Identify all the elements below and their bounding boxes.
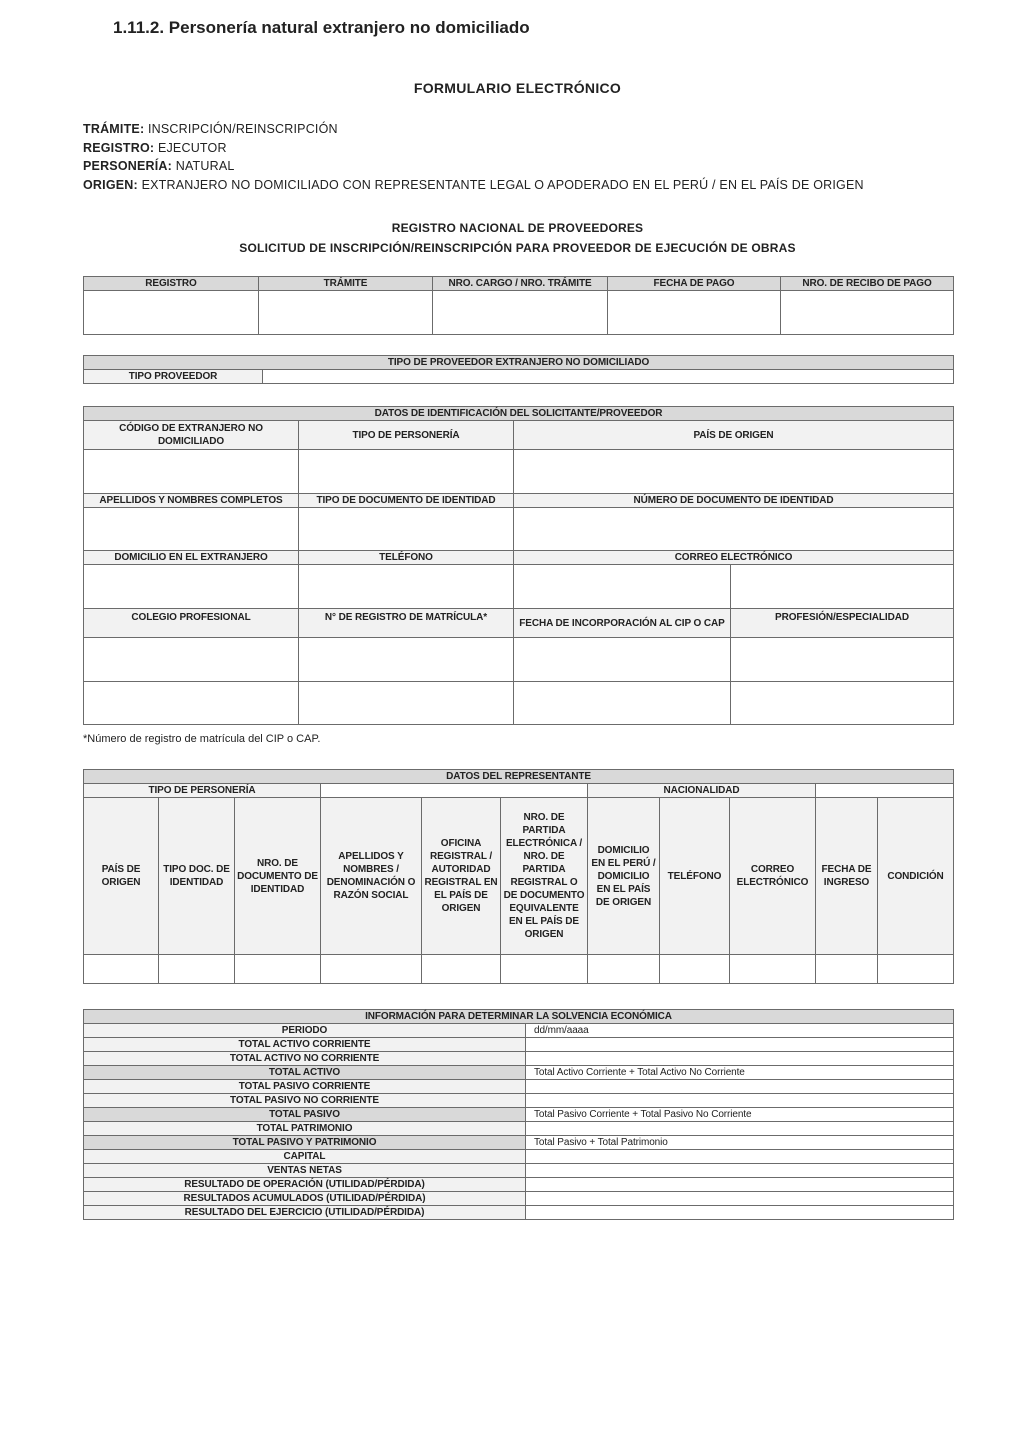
matricula-field-1[interactable]: [299, 638, 514, 682]
telefono-field[interactable]: [299, 565, 514, 609]
rep-fecha-ingreso-field[interactable]: [816, 955, 878, 984]
solv-value-activo-no-corriente[interactable]: [526, 1052, 954, 1066]
th-tipo-documento: TIPO DE DOCUMENTO DE IDENTIDAD: [299, 494, 514, 508]
rep-th-nro-doc: NRO. DE DOCUMENTO DE IDENTIDAD: [235, 798, 321, 955]
th-codigo-extranjero: CÓDIGO DE EXTRANJERO NO DOMICILIADO: [84, 421, 299, 450]
pais-origen-field[interactable]: [514, 450, 954, 494]
th-fecha-pago: FECHA DE PAGO: [608, 277, 781, 291]
solv-label-ventas: VENTAS NETAS: [84, 1164, 526, 1178]
solv-value-periodo[interactable]: dd/mm/aaaa: [526, 1024, 954, 1038]
th-nro-recibo: NRO. DE RECIBO DE PAGO: [781, 277, 954, 291]
matricula-field-2[interactable]: [299, 682, 514, 725]
meta-tramite-label: TRÁMITE:: [83, 122, 145, 136]
rep-group-nacionalidad: NACIONALIDAD: [588, 784, 816, 798]
th-correo: CORREO ELECTRÓNICO: [514, 551, 954, 565]
solv-value-total-pasivo: Total Pasivo Corriente + Total Pasivo No Corriente: [526, 1108, 954, 1122]
rep-apellidos-field[interactable]: [321, 955, 422, 984]
nro-recibo-field[interactable]: [781, 291, 954, 335]
registro-field[interactable]: [84, 291, 259, 335]
rep-partida-field[interactable]: [501, 955, 588, 984]
solv-value-operacion[interactable]: [526, 1178, 954, 1192]
nro-cargo-field[interactable]: [433, 291, 608, 335]
solvencia-title: INFORMACIÓN PARA DETERMINAR LA SOLVENCIA ECONÓMICA: [84, 1010, 954, 1024]
th-domicilio-extranjero: DOMICILIO EN EL EXTRANJERO: [84, 551, 299, 565]
rep-pais-origen-field[interactable]: [84, 955, 159, 984]
solv-label-patrimonio: TOTAL PATRIMONIO: [84, 1122, 526, 1136]
matricula-footnote: *Número de registro de matrícula del CIP o CAP.: [83, 733, 321, 745]
registro-table: [83, 276, 954, 335]
th-profesion: PROFESIÓN/ESPECIALIDAD: [731, 609, 954, 638]
representante-table: [83, 769, 954, 984]
fecha-pago-field[interactable]: [608, 291, 781, 335]
subtitle-registro: REGISTRO NACIONAL DE PROVEEDORES: [391, 221, 644, 235]
solv-label-ejercicio: RESULTADO DEL EJERCICIO (UTILIDAD/PÉRDIDA): [84, 1206, 526, 1220]
solvencia-table: [83, 1009, 954, 1220]
tipo-proveedor-label: TIPO PROVEEDOR: [84, 370, 263, 384]
solv-value-capital[interactable]: [526, 1150, 954, 1164]
solv-value-acumulados[interactable]: [526, 1192, 954, 1206]
correo-field-b[interactable]: [731, 565, 954, 609]
solv-label-periodo: PERIODO: [84, 1024, 526, 1038]
page-heading: 1.11.2. Personería natural extranjero no domiciliado: [113, 18, 530, 37]
identificacion-table: [83, 406, 954, 725]
profesion-field-1[interactable]: [731, 638, 954, 682]
th-numero-documento: NÚMERO DE DOCUMENTO DE IDENTIDAD: [514, 494, 954, 508]
solv-value-patrimonio[interactable]: [526, 1122, 954, 1136]
solv-label-activo-no-corriente: TOTAL ACTIVO NO CORRIENTE: [84, 1052, 526, 1066]
tipo-proveedor-table: [83, 355, 954, 384]
numero-documento-field[interactable]: [514, 508, 954, 551]
solv-value-ejercicio[interactable]: [526, 1206, 954, 1220]
fecha-incorporacion-field-1[interactable]: [514, 638, 731, 682]
rep-condicion-field[interactable]: [878, 955, 954, 984]
representante-title: DATOS DEL REPRESENTANTE: [84, 770, 954, 784]
meta-tramite-value: INSCRIPCIÓN/REINSCRIPCIÓN: [148, 122, 338, 136]
identificacion-title: DATOS DE IDENTIFICACIÓN DEL SOLICITANTE/PROVEEDOR: [84, 407, 954, 421]
th-tramite: TRÁMITE: [259, 277, 433, 291]
solv-value-ventas[interactable]: [526, 1164, 954, 1178]
tipo-personeria-field[interactable]: [299, 450, 514, 494]
th-nro-cargo: NRO. CARGO / NRO. TRÁMITE: [433, 277, 608, 291]
tipo-proveedor-title: TIPO DE PROVEEDOR EXTRANJERO NO DOMICILIADO: [84, 356, 954, 370]
meta-registro: [83, 139, 864, 158]
subtitle-solicitud: SOLICITUD DE INSCRIPCIÓN/REINSCRIPCIÓN PARA PROVEEDOR DE EJECUCIÓN DE OBRAS: [239, 241, 796, 255]
form-title: FORMULARIO ELECTRÓNICO: [413, 80, 622, 96]
meta-personeria: [83, 157, 864, 176]
meta-personeria-value: NATURAL: [175, 159, 235, 173]
rep-telefono-field[interactable]: [660, 955, 730, 984]
th-apellidos-nombres: APELLIDOS Y NOMBRES COMPLETOS: [84, 494, 299, 508]
th-nro-matricula: N° DE REGISTRO DE MATRÍCULA*: [299, 609, 514, 638]
rep-group-blank-2: [816, 784, 954, 798]
th-fecha-incorporacion: FECHA DE INCORPORACIÓN AL CIP O CAP: [514, 609, 731, 638]
rep-correo-field[interactable]: [730, 955, 816, 984]
rep-oficina-field[interactable]: [422, 955, 501, 984]
rep-group-personeria: TIPO DE PERSONERÍA: [84, 784, 321, 798]
meta-registro-label: REGISTRO:: [83, 140, 155, 155]
domicilio-extranjero-field[interactable]: [84, 565, 299, 609]
solv-value-total-activo: Total Activo Corriente + Total Activo No Corriente: [526, 1066, 954, 1080]
rep-tipo-doc-field[interactable]: [159, 955, 235, 984]
correo-field-a[interactable]: [514, 565, 731, 609]
rep-nro-doc-field[interactable]: [235, 955, 321, 984]
tipo-documento-field[interactable]: [299, 508, 514, 551]
solv-label-capital: CAPITAL: [84, 1150, 526, 1164]
solv-label-pasivo-corriente: TOTAL PASIVO CORRIENTE: [84, 1080, 526, 1094]
rep-th-condicion: CONDICIÓN: [878, 798, 954, 955]
colegio-field-1[interactable]: [84, 638, 299, 682]
solv-value-pasivo-corriente[interactable]: [526, 1080, 954, 1094]
meta-personeria-label: PERSONERÍA:: [83, 159, 173, 173]
solv-label-total-pasivo: TOTAL PASIVO: [84, 1108, 526, 1122]
solv-label-pasivo-patrimonio: TOTAL PASIVO Y PATRIMONIO: [84, 1136, 526, 1150]
rep-th-domicilio: DOMICILIO EN EL PERÚ / DOMICILIO EN EL PAÍS DE ORIGEN: [588, 798, 660, 955]
rep-th-pais-origen: PAÍS DE ORIGEN: [84, 798, 159, 955]
tramite-field[interactable]: [259, 291, 433, 335]
meta-origen-value: EXTRANJERO NO DOMICILIADO CON REPRESENTANTE LEGAL O APODERADO EN EL PERÚ / EN EL PAÍS DE ORIGEN: [141, 177, 864, 192]
meta-origen-label: ORIGEN:: [83, 177, 138, 192]
th-colegio-profesional: COLEGIO PROFESIONAL: [84, 609, 299, 638]
rep-th-fecha-ingreso: FECHA DE INGRESO: [816, 798, 878, 955]
solv-label-total-activo: TOTAL ACTIVO: [84, 1066, 526, 1080]
profesion-field-2[interactable]: [731, 682, 954, 725]
solv-value-pasivo-patrimonio: Total Pasivo + Total Patrimonio: [526, 1136, 954, 1150]
meta-origen: [83, 176, 864, 195]
th-pais-origen: PAÍS DE ORIGEN: [514, 421, 954, 450]
colegio-field-2[interactable]: [84, 682, 299, 725]
solv-label-operacion: RESULTADO DE OPERACIÓN (UTILIDAD/PÉRDIDA): [84, 1178, 526, 1192]
solv-label-pasivo-no-corriente: TOTAL PASIVO NO CORRIENTE: [84, 1094, 526, 1108]
rep-th-apellidos: APELLIDOS Y NOMBRES / DENOMINACIÓN O RAZÓN SOCIAL: [321, 798, 422, 955]
rep-th-telefono: TELÉFONO: [660, 798, 730, 955]
meta-tramite: [83, 120, 864, 139]
solv-label-activo-corriente: TOTAL ACTIVO CORRIENTE: [84, 1038, 526, 1052]
codigo-extranjero-field[interactable]: [84, 450, 299, 494]
apellidos-nombres-field[interactable]: [84, 508, 299, 551]
rep-th-tipo-doc: TIPO DOC. DE IDENTIDAD: [159, 798, 235, 955]
solv-label-acumulados: RESULTADOS ACUMULADOS (UTILIDAD/PÉRDIDA): [84, 1192, 526, 1206]
th-tipo-personeria: TIPO DE PERSONERÍA: [299, 421, 514, 450]
fecha-incorporacion-field-2[interactable]: [514, 682, 731, 725]
form-meta: [83, 120, 864, 194]
rep-th-oficina-registral: OFICINA REGISTRAL / AUTORIDAD REGISTRAL EN EL PAÍS DE ORIGEN: [422, 798, 501, 955]
rep-th-correo: CORREO ELECTRÓNICO: [730, 798, 816, 955]
solv-value-pasivo-no-corriente[interactable]: [526, 1094, 954, 1108]
rep-th-nro-partida: NRO. DE PARTIDA ELECTRÓNICA / NRO. DE PARTIDA REGISTRAL O DE DOCUMENTO EQUIVALENTE EN EL PAÍS DE ORIGEN: [501, 798, 588, 955]
solv-value-activo-corriente[interactable]: [526, 1038, 954, 1052]
rep-domicilio-field[interactable]: [588, 955, 660, 984]
th-telefono: TELÉFONO: [299, 551, 514, 565]
meta-registro-value: EJECUTOR: [157, 140, 227, 155]
tipo-proveedor-field[interactable]: [263, 370, 954, 384]
th-registro: REGISTRO: [84, 277, 259, 291]
rep-group-blank: [321, 784, 588, 798]
